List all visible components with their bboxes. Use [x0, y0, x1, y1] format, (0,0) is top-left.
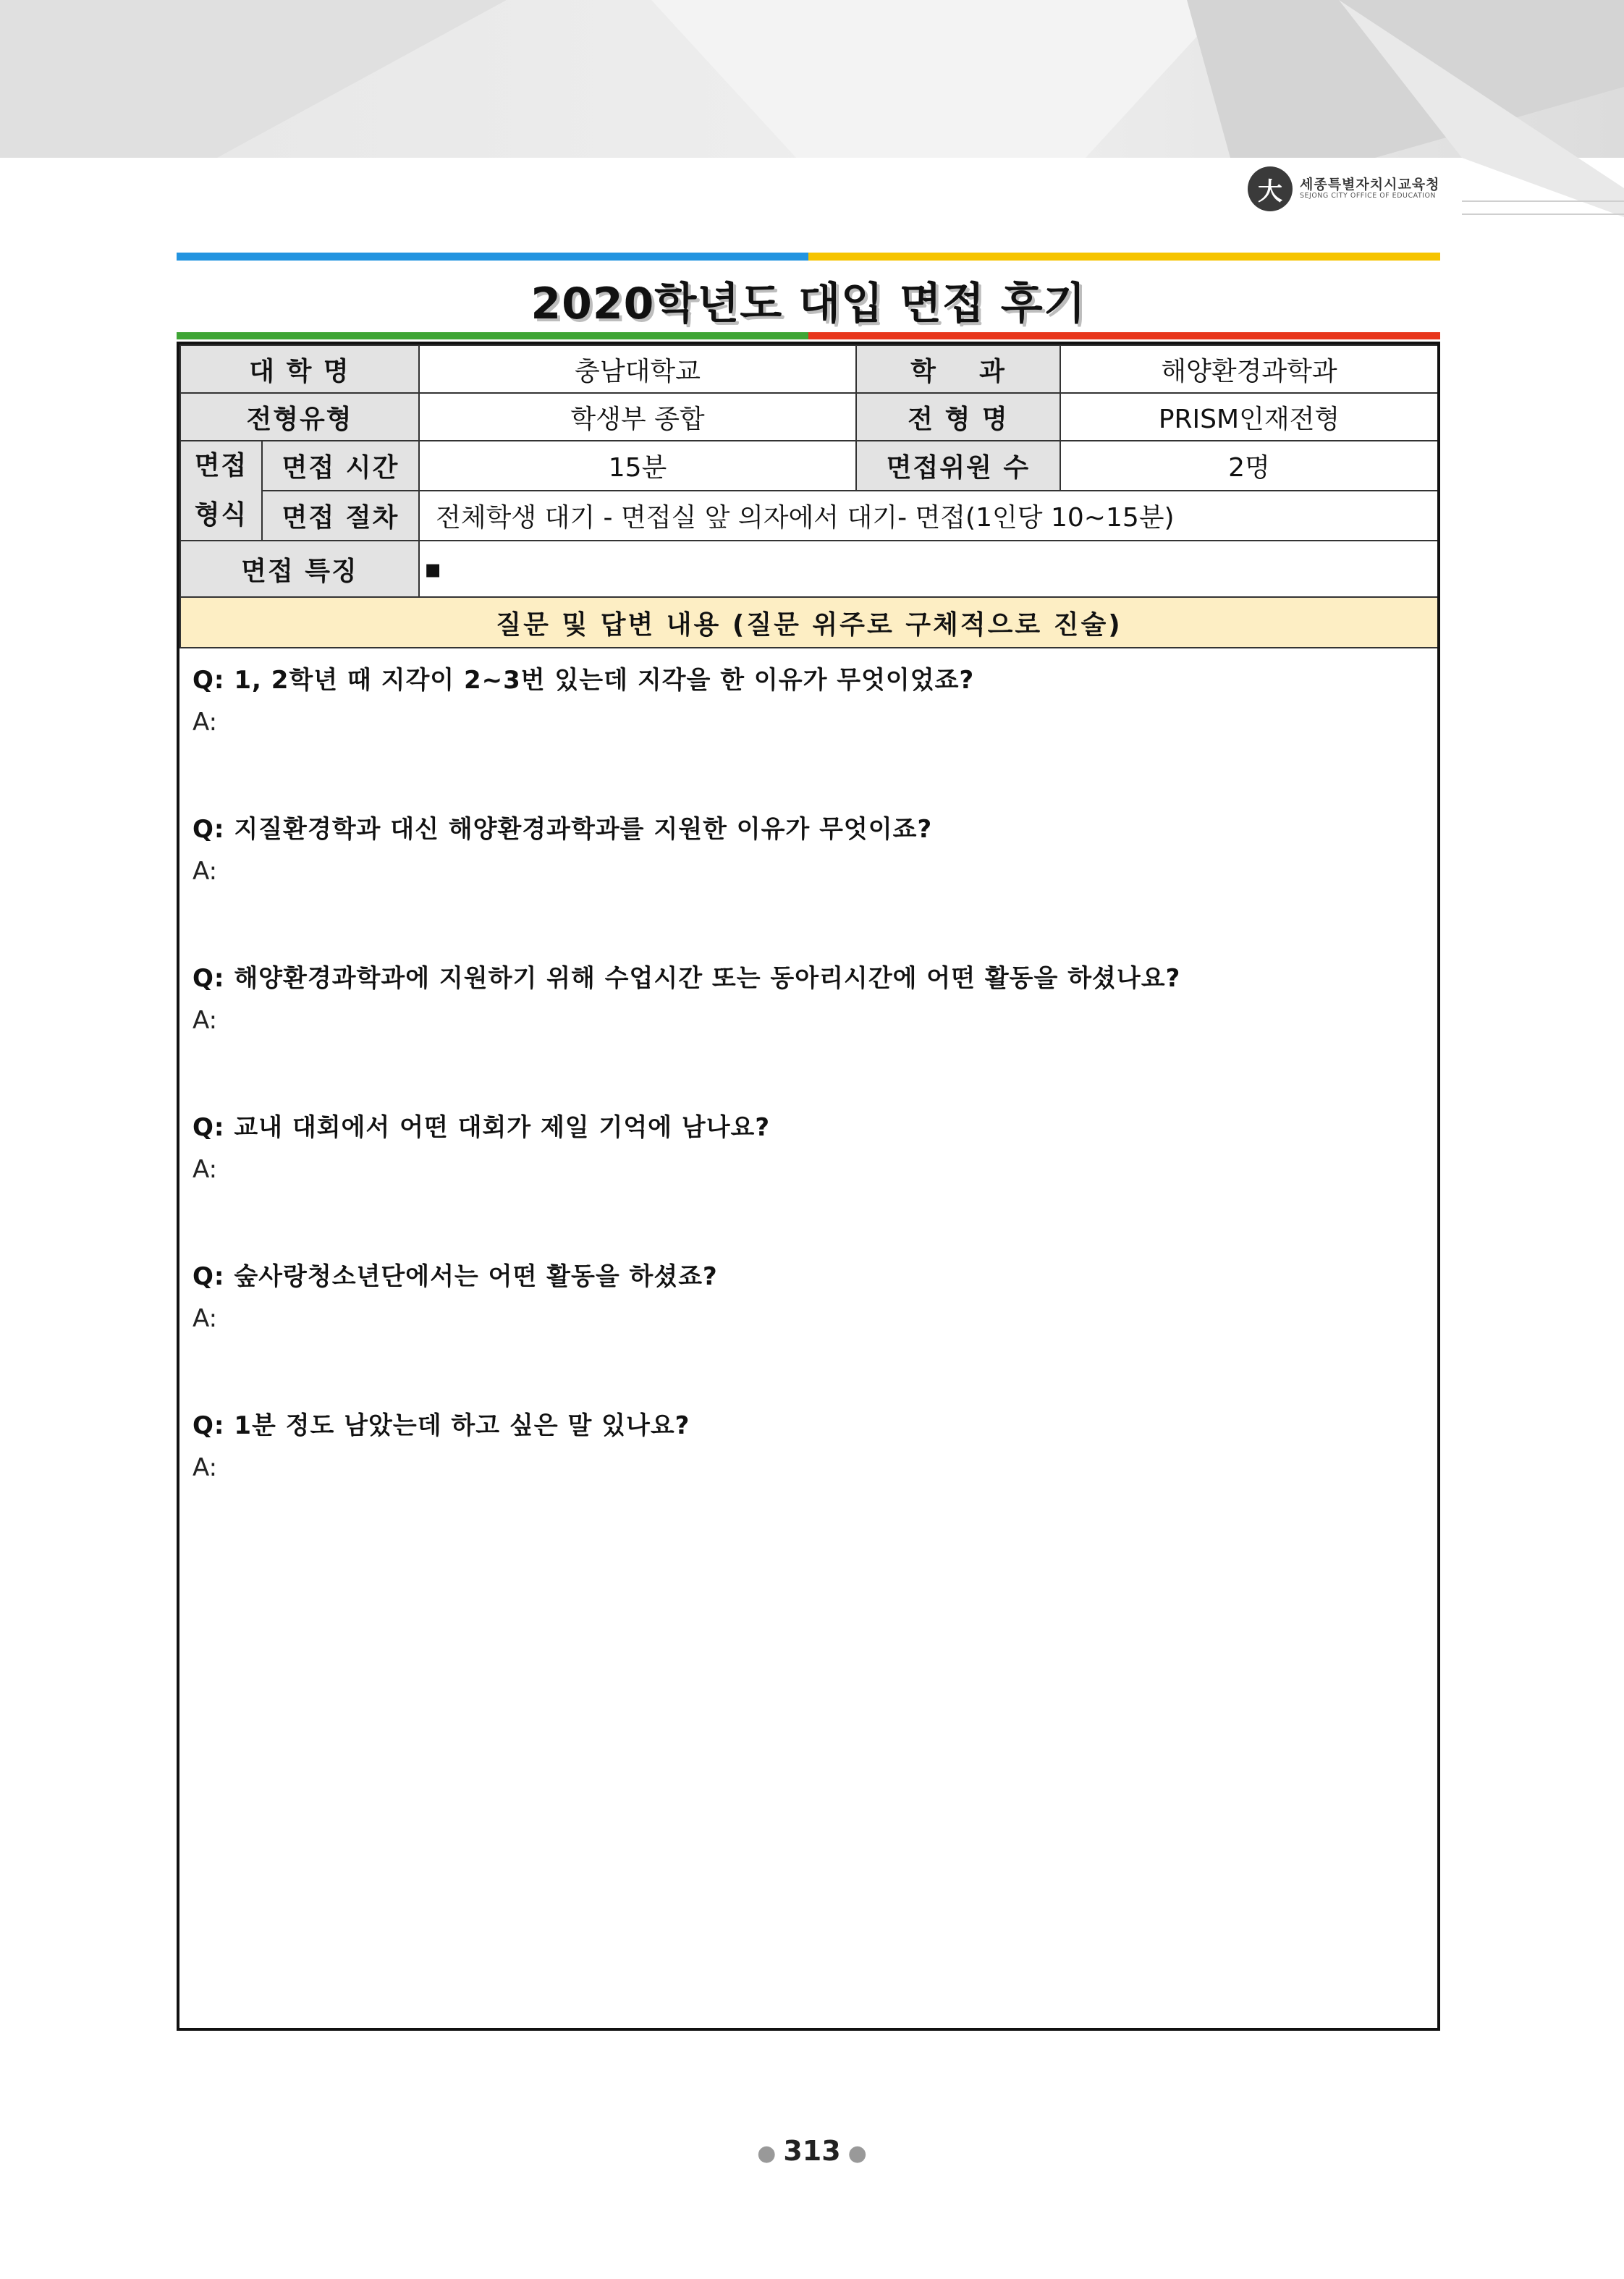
question: Q: 숲사랑청소년단에서는 어떤 활동을 하셨죠?	[193, 1262, 718, 1291]
department-label: 학 과	[856, 345, 1060, 393]
answer: A:	[193, 1453, 218, 1482]
time-value: 15분	[419, 441, 856, 491]
question: Q: 지질환경학과 대신 해양환경과학과를 지원한 이유가 무엇이죠?	[193, 815, 933, 844]
emblem-icon: 大	[1248, 166, 1293, 211]
top-color-bar	[177, 253, 1440, 261]
department-value: 해양환경과학과	[1060, 345, 1438, 393]
question: Q: 1분 정도 남았는데 하고 싶은 말 있나요?	[193, 1411, 690, 1440]
format-label-line2: 형식	[194, 500, 248, 530]
answer: A:	[193, 1006, 218, 1035]
sejong-education-logo	[1248, 165, 1465, 213]
answer: A:	[193, 1304, 218, 1333]
university-value: 충남대학교	[419, 345, 856, 393]
logo-english: SEJONG CITY OFFICE OF EDUCATION	[1300, 192, 1437, 200]
procedure-label: 면접 절차	[262, 491, 419, 541]
format-label	[180, 441, 262, 541]
admission-type-value: 학생부 종합	[419, 393, 856, 441]
question: Q: 해양환경과학과에 지원하기 위해 수업시간 또는 동아리시간에 어떤 활동을 하셨나요?	[193, 964, 1181, 993]
interview-form	[177, 342, 1440, 2031]
qa-item	[193, 957, 1424, 1041]
question: Q: 1, 2학년 때 지각이 2~3번 있는데 지각을 한 이유가 무엇이었죠?	[193, 666, 975, 695]
admission-name-label: 전 형 명	[856, 393, 1060, 441]
page-number-value: 313	[783, 2135, 841, 2167]
feature-value: ▪	[419, 541, 1438, 597]
page-title: 2020학년도 대입 면접 후기	[530, 279, 1086, 329]
answer: A:	[193, 857, 218, 886]
answer: A:	[193, 1155, 218, 1184]
interviewers-value: 2명	[1060, 441, 1438, 491]
qa-item	[193, 1255, 1424, 1339]
admission-name-value: PRISM인재전형	[1060, 393, 1438, 441]
university-label: 대 학 명	[180, 345, 419, 393]
page-number	[0, 2135, 1624, 2167]
interviewers-label: 면접위원 수	[856, 441, 1060, 491]
bottom-color-bar	[177, 332, 1440, 339]
logo-korean: 세종특별자치시교육청	[1300, 177, 1440, 193]
feature-label: 면접 특징	[180, 541, 419, 597]
answer: A:	[193, 708, 218, 737]
admission-type-label: 전형유형	[180, 393, 419, 441]
qa-list	[179, 648, 1437, 1488]
info-table	[179, 344, 1439, 648]
procedure-value: 전체학생 대기 - 면접실 앞 의자에서 대기- 면접(1인당 10~15분)	[419, 491, 1438, 541]
bullet-dot-icon: ●	[757, 2141, 777, 2166]
qa-item	[193, 808, 1424, 892]
time-label: 면접 시간	[262, 441, 419, 491]
qa-item	[193, 1404, 1424, 1488]
qa-item	[193, 1106, 1424, 1190]
qa-item	[193, 659, 1424, 743]
format-label-line1: 면접	[194, 451, 248, 481]
qa-section-header: 질문 및 답변 내용 (질문 위주로 구체적으로 진술)	[180, 597, 1438, 648]
question: Q: 교내 대회에서 어떤 대회가 제일 기억에 남나요?	[193, 1113, 771, 1142]
bullet-dot-icon: ●	[847, 2141, 867, 2166]
